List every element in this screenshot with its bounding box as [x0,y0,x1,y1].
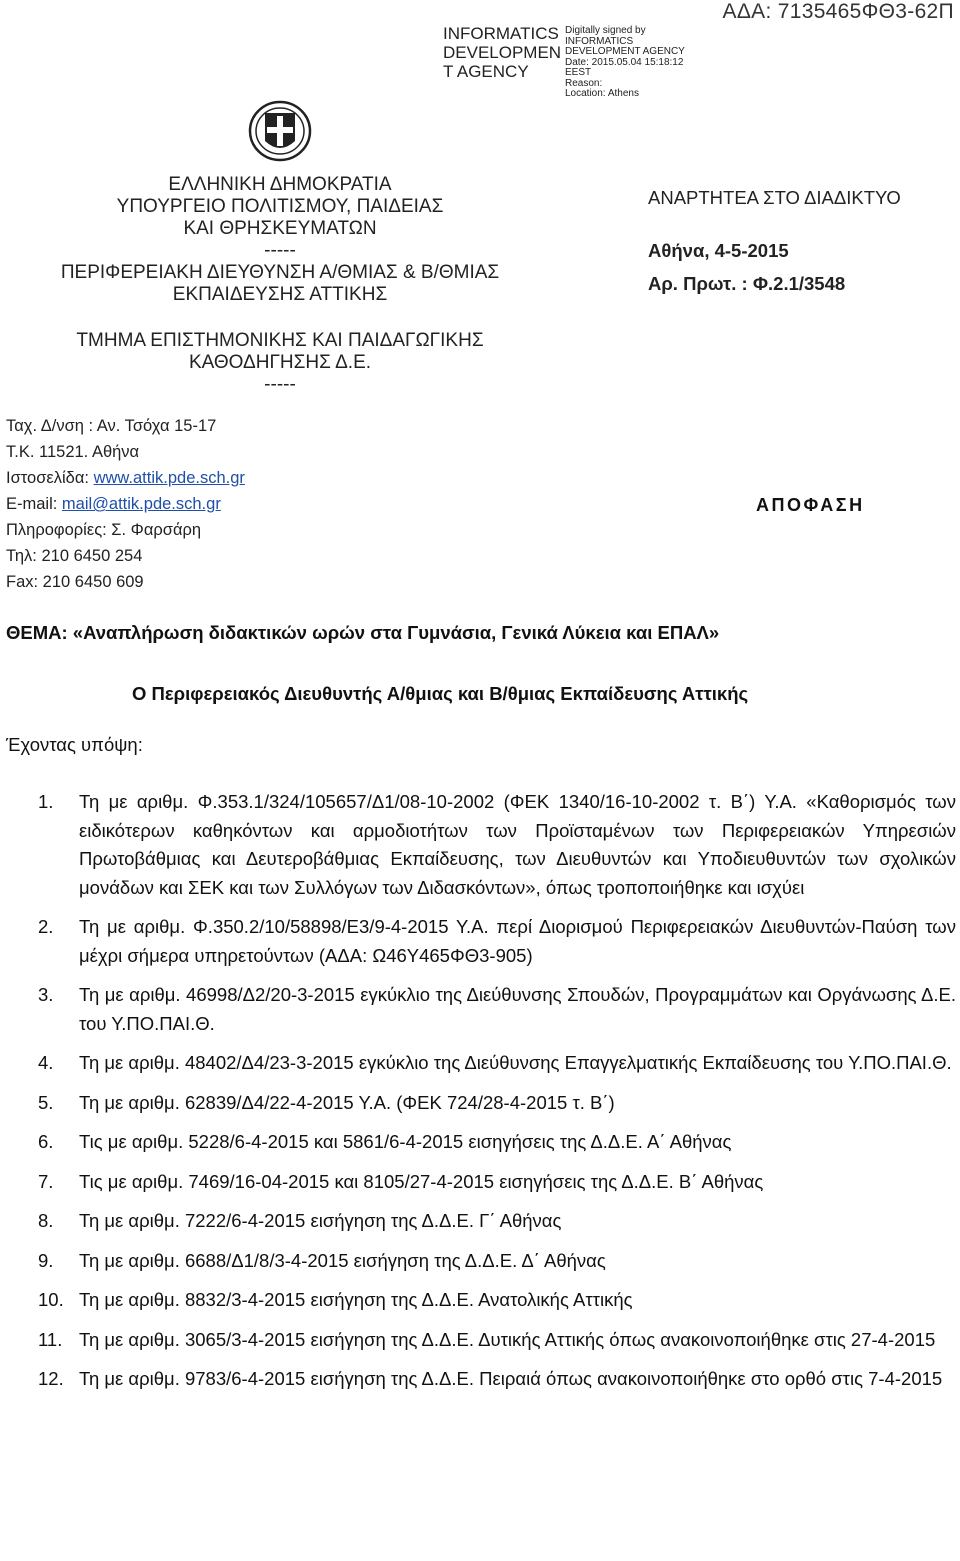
document-date: Αθήνα, 4-5-2015 [648,240,789,261]
list-item [6,1326,956,1355]
header-line: ΠΕΡΙΦΕΡΕΙΑΚΗ ΔΙΕΥΘΥΝΣΗ Α/ΘΜΙΑΣ & Β/ΘΜΙΑΣ [60,262,500,283]
contact-info [6,413,245,595]
department-line: ----- [264,374,296,395]
list-item [6,1286,956,1315]
contact-address: Ταχ. Δ/νση : Αν. Τσόχα 15-17 [6,417,217,435]
item-number: 5. [38,1091,54,1113]
item-number: 6. [38,1131,54,1152]
website-label: Ιστοσελίδα: [6,469,94,487]
contact-info-person: Πληροφορίες: Σ. Φαρσάρη [6,521,202,539]
post-online-notice: ΑΝΑΡΤΗΤΕΑ ΣΤΟ ΔΙΑΔΙΚΤΥΟ [648,187,901,208]
greek-emblem-icon [245,95,315,165]
contact-email-row [6,491,245,517]
item-number: 3. [38,984,54,1005]
issuer-header [40,174,520,306]
header-line: ΚΑΙ ΘΡΗΣΚΕΥΜΑΤΩΝ [183,218,377,239]
considerations-list [6,788,956,1405]
item-number: 12. [38,1368,64,1389]
list-item [6,1365,956,1394]
item-number: 2. [38,916,54,937]
department-line: ΤΜΗΜΑ ΕΠΙΣΤΗΜΟΝΙΚΗΣ ΚΑΙ ΠΑΙΔΑΓΩΓΙΚΗΣ [76,330,484,351]
item-number: 8. [38,1210,54,1231]
decision-title: ΑΠΟΦΑΣΗ [756,495,865,515]
list-item [6,1207,956,1236]
item-text: Τις με αριθμ. 7469/16-04-2015 και 8105/27-4-2015 εισηγήσεις της Δ.Δ.Ε. Β΄ Αθήνας [79,1170,764,1192]
contact-fax: Fax: 210 6450 609 [6,573,144,591]
signature-organization: INFORMATICS DEVELOPMEN T AGENCY [443,24,562,81]
header-line: ΥΠΟΥΡΓΕΙΟ ΠΟΛΙΤΙΣΜΟΥ, ΠΑΙΔΕΙΑΣ [116,196,444,217]
list-item [6,1128,956,1157]
item-text: Τη με αριθμ. 46998/Δ2/20-3-2015 εγκύκλιο της Διεύθυνσης Σπουδών, Προγραμμάτων και Οργάνωσης Δ.Ε. του Υ.ΠΟ.ΠΑΙ.Θ. [79,984,956,1034]
list-item [6,1049,956,1078]
contact-postal: Τ.Κ. 11521. Αθήνα [6,443,140,461]
ada-code: ΑΔΑ: 7135465ΦΘ3-62Π [722,0,954,23]
contact-website-row [6,465,245,491]
item-text: Τη με αριθμ. 7222/6-4-2015 εισήγηση της Δ.Δ.Ε. Γ΄ Αθήνας [79,1210,562,1231]
list-item [6,788,956,902]
website-link[interactable]: www.attik.pde.sch.gr [93,469,245,487]
item-text: Τη με αριθμ. 3065/3-4-2015 εισήγηση της Δ.Δ.Ε. Δυτικής Αττικής όπως ανακοινοποιήθηκε στις 27-4-2015 [79,1328,936,1350]
subject-line: ΘΕΜΑ: «Αναπλήρωση διδακτικών ωρών στα Γυμνάσια, Γενικά Λύκεια και ΕΠΑΛ» [6,622,720,643]
signature-details: Digitally signed by INFORMATICS DEVELOPMENT AGENCY Date: 2015.05.04 15:18:12 EEST Reason: Location: Athens [565,25,685,99]
item-number: 1. [38,791,54,812]
item-text: Τη με αριθμ. 8832/3-4-2015 εισήγηση της Δ.Δ.Ε. Ανατολικής Αττικής [79,1289,633,1310]
email-label: E-mail: [6,495,62,513]
item-number: 9. [38,1249,54,1271]
item-text: Τη με αριθμ. Φ.353.1/324/105657/Δ1/08-10-2002 (ΦΕΚ 1340/16-10-2002 τ. Β΄) Υ.Α. «Καθορισμός των ειδικότερων καθηκόντων και αρμοδιοτήτων των Προϊσταμένων των Περιφερειακών Υπηρεσιών Πρωτοβάθμιας και Δευτεροβάθμιας Εκπαίδευσης, των Διευθυντών και Υποδιευθυντών των σχολικών μονάδων και ΣΕΚ και των Συλλόγων των Διδασκόντων», όπως τροποποιήθηκε και ισχύει [79,791,956,898]
item-number: 4. [38,1052,54,1073]
protocol-number: Αρ. Πρωτ. : Φ.2.1/3548 [648,273,846,294]
item-number: 11. [38,1328,63,1350]
list-item [6,1247,956,1276]
list-item [6,981,956,1038]
item-number: 10. [38,1289,64,1310]
director-title: Ο Περιφερειακός Διευθυντής Α/θμιας και Β/θμιας Εκπαίδευσης Αττικής [132,683,749,704]
item-text: Τη με αριθμ. 9783/6-4-2015 εισήγηση της Δ.Δ.Ε. Πειραιά όπως ανακοινοποιήθηκε στο ορθό στις 7-4-2015 [79,1368,943,1389]
list-item [6,1168,956,1197]
department-line: ΚΑΘΟΔΗΓΗΣΗΣ Δ.Ε. [188,352,372,373]
email-link[interactable]: mail@attik.pde.sch.gr [61,495,221,513]
list-item [6,913,956,970]
header-line: ΕΛΛΗΝΙΚΗ ΔΗΜΟΚΡΑΤΙΑ [168,174,392,195]
header-line: ΕΚΠΑΙΔΕΥΣΗΣ ΑΤΤΙΚΗΣ [172,284,388,305]
contact-phone: Τηλ: 210 6450 254 [6,547,143,565]
item-text: Τις με αριθμ. 5228/6-4-2015 και 5861/6-4-2015 εισηγήσεις της Δ.Δ.Ε. Α΄ Αθήνας [79,1131,732,1152]
item-text: Τη με αριθμ. Φ.350.2/10/58898/Ε3/9-4-2015 Υ.Α. περί Διορισμού Περιφερειακών Διευθυντών-Παύση των μέχρι σήμερα υπηρετούντων (ΑΔΑ: Ω46Υ465ΦΘ3-905) [79,916,956,966]
having-regard-label: Έχοντας υπόψη: [6,734,143,755]
header-line: ----- [264,240,296,261]
list-item [6,1089,956,1118]
item-text: Τη με αριθμ. 48402/Δ4/23-3-2015 εγκύκλιο της Διεύθυνσης Επαγγελματικής Εκπαίδευσης του Υ.ΠΟ.ΠΑΙ.Θ. [79,1052,952,1073]
item-number: 7. [38,1170,54,1192]
department-header [40,330,520,396]
item-text: Τη με αριθμ. 6688/Δ1/8/3-4-2015 εισήγηση της Δ.Δ.Ε. Δ΄ Αθήνας [79,1249,606,1271]
item-text: Τη με αριθμ. 62839/Δ4/22-4-2015 Υ.Α. (ΦΕΚ 724/28-4-2015 τ. Β΄) [79,1091,615,1113]
